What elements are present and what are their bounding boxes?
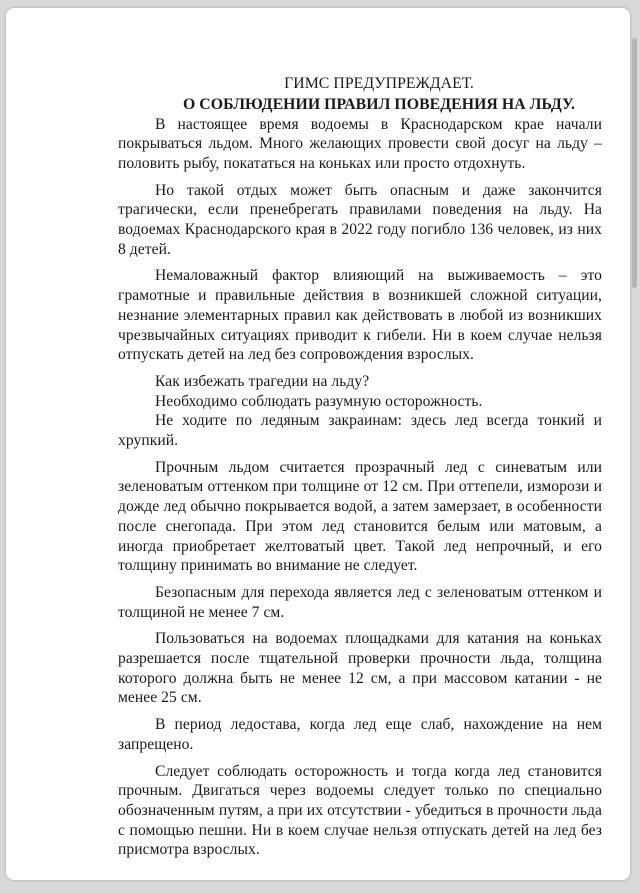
document-body — [118, 74, 602, 860]
vertical-scrollbar[interactable] — [632, 8, 638, 880]
paragraph-5: Необходимо соблюдать разумную осторожность. — [155, 392, 483, 410]
paragraph-2: Но такой отдых может быть опасным и даже закончится трагически, если пренебрегать правилами поведения на льду. На водоемах Краснодарского края в 2022 году погибло 136 человек, из них 8 детей. — [118, 181, 602, 258]
paragraph-8: Безопасным для перехода является лед с зеленоватым оттенком и толщиной не менее 7 см. — [118, 583, 602, 621]
paragraph-1: В настоящее время водоемы в Краснодарском крае начали покрываться льдом. Много желающих провести свой досуг на льду – половить рыбу, покататься на коньках или просто отдохнуть. — [118, 115, 602, 172]
document-page[interactable] — [6, 8, 630, 880]
paragraph-4: Как избежать трагедии на льду? — [155, 372, 370, 390]
paragraph-6: Не ходите по ледяным закраинам: здесь лед всегда тонкий и хрупкий. — [118, 412, 602, 450]
document-title: О СОБЛЮДЕНИИ ПРАВИЛ ПОВЕДЕНИЯ НА ЛЬДУ. — [182, 95, 576, 113]
paragraph-7: Прочным льдом считается прозрачный лед с синеватым или зеленоватым оттенком при толщине от 12 см. При оттепели, изморози и дожде лед обычно покрывается водой, а затем замерзает, в особенности после снегопада. При этом лед становится белым или матовым, а иногда приобретает желтоватый цвет. Такой лед непрочный, и его толщину принимать во внимание не следует. — [118, 458, 602, 575]
document-header: ГИМС ПРЕДУПРЕЖДАЕТ. — [284, 75, 474, 92]
scrollbar-thumb[interactable] — [632, 38, 637, 288]
paragraph-9: Пользоваться на водоемах площадками для катания на коньках разрешается после тщательной проверки прочности льда, толщина которого должна быть не менее 12 см, а при массовом катании - не менее 25 см. — [118, 630, 602, 707]
paragraph-10: В период ледостава, когда лед еще слаб, нахождение на нем запрещено. — [118, 716, 602, 753]
paragraph-3: Немаловажный фактор влияющий на выживаемость – это грамотные и правильные действия в возникшей сложной ситуации, незнание элементарных правил как действовать в любой из возникших чрезвычайных ситуациях приводит к гибели. Ни в коем случае нельзя отпускать детей на лед без сопровождения взрослых. — [118, 267, 602, 364]
paragraph-11: Следует соблюдать осторожность и тогда когда лед становится прочным. Двигаться через водоемы следует только по специально обозначенным путям, а при их отсутствии - убедиться в прочности льда с помощью пешни. Ни в коем случае нельзя отпускать детей на лед без присмотра взрослых. — [118, 762, 602, 859]
